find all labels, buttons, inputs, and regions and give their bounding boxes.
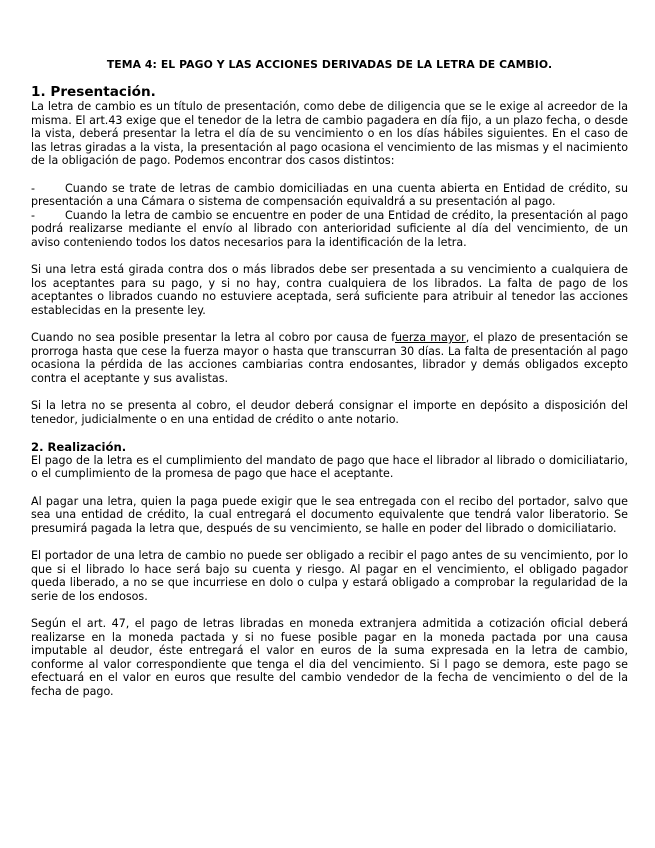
section-1-paragraph-4: Si la letra no se presenta al cobro, el deudor deberá consignar el importe en depósito a disposición del tenedor, judicialmente o en una entidad de crédito o ante notario.: [31, 399, 628, 426]
section-2-paragraph-1: El pago de la letra es el cumplimiento del mandato de pago que hace el librador al librado o domiciliatario, o el cumplimiento de la promesa de pago que hace el aceptante.: [31, 453, 628, 481]
bullet-text: Cuando la letra de cambio se encuentre en poder de una Entidad de crédito, la presentación al pago podrá realizarse mediante el envío al librado con anterioridad suficiente al día del vencimiento, de un aviso conteniendo todos los datos necesarios para la identificación de la letra.: [31, 208, 628, 249]
bullet-item-1: [31, 182, 628, 209]
spacer: [31, 250, 628, 264]
section-1-paragraph-3: [31, 331, 628, 385]
paragraph-text: Cuando no sea posible presentar la letra al cobro por causa de f: [31, 331, 395, 345]
section-2-paragraph-2: Al pagar una letra, quien la paga puede exigir que le sea entregada con el recibo del portador, salvo que sea una entidad de crédito, la cual entregará el documento equivalente que tendrá valor liberatorio. Se presumirá pagada la letra que, después de su vencimiento, se halle en poder del librado o domiciliatario.: [31, 494, 628, 535]
section-1-heading: 1. Presentación.: [31, 84, 156, 100]
section-2-paragraph-4: Según el art. 47, el pago de letras libradas en moneda extranjera admitida a cotización oficial deberá realizarse en la moneda pactada y si no fuese posible pagar en la moneda pactada por una causa imputable al deudor, éste entregará el valor en euros de la suma expresada en la letra de cambio, conforme al valor correspondiente que tenga el dia del vencimiento. Si l pago se demora, este pago se efectuará en el valor en euros que resulte del cambio vendedor de la fecha de vencimiento o del de la fecha de pago.: [31, 616, 628, 698]
document-page: [31, 58, 628, 699]
paragraph-text: , el plazo de presentación se prorroga hasta que cese la fuerza mayor o hasta que transcurran 30 días. La falta de presentación al pago ocasiona la pérdida de las acciones cambiarias contra endosantes, librador y demás obligados excepto contra el aceptante y sus avalistas.: [31, 331, 628, 385]
fuerza-mayor-link[interactable]: uerza mayor: [394, 331, 466, 345]
section-2-paragraph-3: El portador de una letra de cambio no puede ser obligado a recibir el pago antes de su vencimiento, por lo que si el librado lo hace será bajo su cuenta y riesgo. Al pagar en el vencimiento, el obligado pagador queda liberado, a no se que incurriese en dolo o culpa y estará obligado a comprobar la regularidad de la serie de los endosos.: [31, 549, 628, 603]
section-1-paragraph-1: La letra de cambio es un título de presentación, como debe de diligencia que se le exige al acreedor de la misma. El art.43 exige que el tenedor de la letra de cambio pagadera en día fijo, a un plazo fecha, o desde la vista, deberá presentar la letra el día de su vencimiento o en los días hábiles siguientes. En el caso de las letras giradas a la vista, la presentación al pago ocasiona el vencimiento de las mismas y el nacimiento de la obligación de pago. Podemos encontrar dos casos distintos:: [31, 100, 628, 168]
section-2-heading: 2. Realización.: [31, 439, 127, 454]
bullet-item-2: [31, 209, 628, 250]
bullet-text: Cuando se trate de letras de cambio domiciliadas en una cuenta abierta en Entidad de crédito, su presentación a una Cámara o sistema de compensación equivaldrá a su presentación al pago.: [31, 181, 628, 209]
document-title: TEMA 4: EL PAGO Y LAS ACCIONES DERIVADAS DE LA LETRA DE CAMBIO.: [106, 58, 553, 71]
section-1-paragraph-2: Si una letra está girada contra dos o más librados debe ser presentada a su vencimiento a cualquiera de los aceptantes para su pago, y si no hay, contra cualquiera de los librados. La falta de pago de los aceptantes o librados cuando no estuviere aceptada, será suficiente para atribuir al tenedor las acciones establecidas en la presente ley.: [31, 263, 628, 317]
bullet-dash: -: [31, 208, 36, 222]
bullet-dash: -: [31, 181, 36, 195]
